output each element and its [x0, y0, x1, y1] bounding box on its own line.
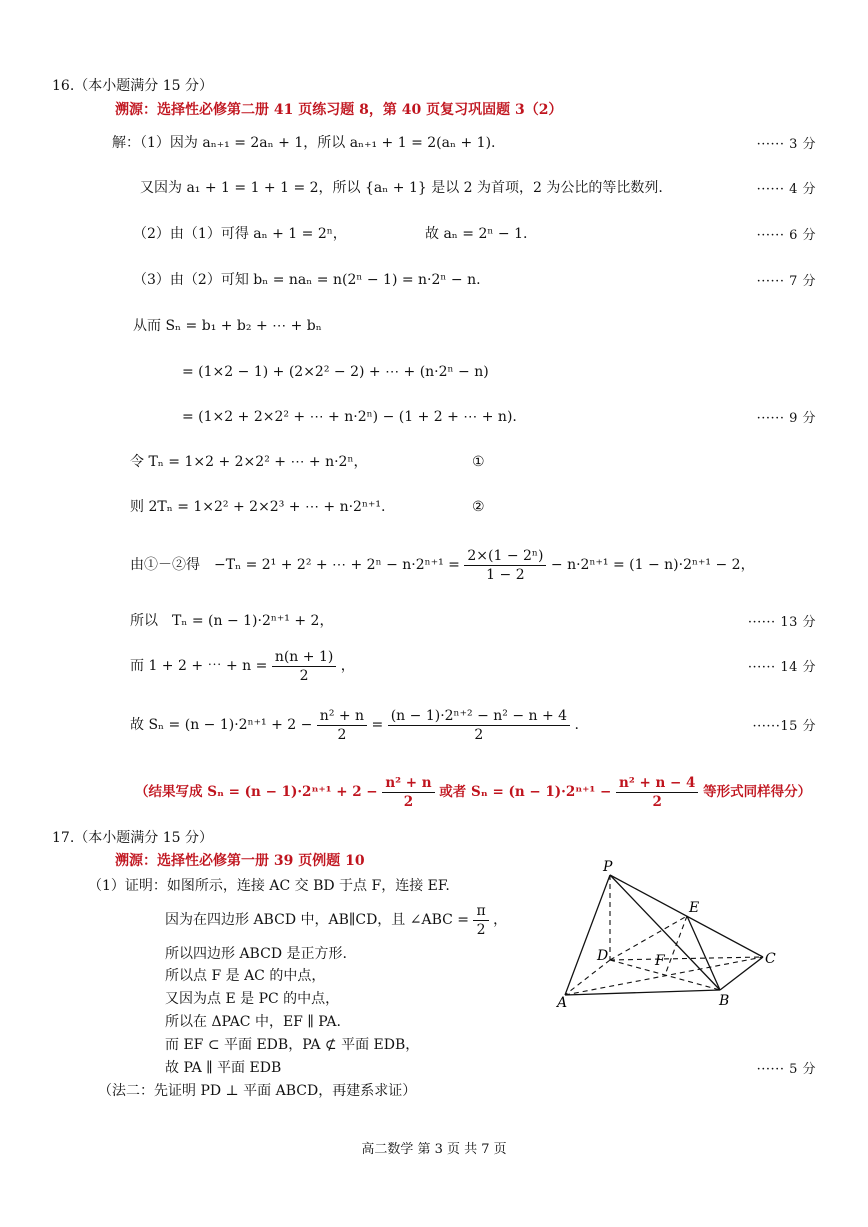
q16-line-3b: 故 aₙ = 2ⁿ − 1. — [425, 226, 528, 242]
q17-line-7: 而 EF ⊂ 平面 EDB，PA ⊄ 平面 EDB， — [165, 1037, 420, 1053]
q16-line-10a: 由①－②得 −Tₙ = 2¹ + 2² + ⋯ + 2ⁿ − n·2ⁿ⁺¹ = — [130, 557, 460, 573]
edge-DC — [610, 957, 763, 960]
q17-line-8: 故 PA ∥ 平面 EDB — [165, 1060, 282, 1076]
q16-line-12b: ， — [340, 658, 355, 674]
label-B: B — [719, 993, 730, 1009]
fraction — [272, 648, 337, 685]
edge-AB — [565, 990, 720, 995]
q16-line-8: 令 Tₙ = 1×2 + 2×2² + ⋯ + n·2ⁿ， — [130, 454, 368, 470]
fraction — [464, 547, 546, 584]
edge-EF — [665, 916, 687, 975]
denominator: 2 — [337, 726, 347, 743]
edge-EB — [687, 916, 720, 990]
q17-line-9: （法二：先证明 PD ⊥ 平面 ABCD，再建系求证） — [98, 1083, 417, 1099]
q16-line-13a: 故 Sₙ = (n − 1)·2ⁿ⁺¹ + 2 − — [130, 717, 313, 733]
fraction — [616, 774, 698, 811]
score-7: ······ 7 分 — [756, 274, 816, 289]
fraction — [473, 902, 488, 939]
numerator: n(n + 1) — [272, 648, 337, 667]
numerator: n² + n — [317, 707, 367, 726]
q17-line-6: 所以在 ΔPAC 中，EF ∥ PA. — [165, 1014, 341, 1030]
label-C: C — [765, 951, 776, 967]
q17-line-2b: ， — [493, 912, 508, 928]
q16-line-6: = (1×2 − 1) + (2×2² − 2) + ⋯ + (n·2ⁿ − n) — [182, 364, 489, 380]
numerator: π — [473, 902, 488, 921]
q16-line-10b: − n·2ⁿ⁺¹ = (1 − n)·2ⁿ⁺¹ − 2， — [550, 557, 755, 573]
label-F: F — [655, 953, 665, 969]
q16-line-10 — [130, 545, 755, 585]
score-4: ······ 4 分 — [756, 182, 816, 197]
score-14: ······ 14 分 — [747, 660, 816, 675]
score-3: ······ 3 分 — [756, 137, 816, 152]
score-5: ······ 5 分 — [756, 1062, 816, 1077]
numerator: n² + n — [382, 774, 434, 793]
q16-line-13 — [130, 705, 579, 745]
q16-line-1: 解：（1）因为 aₙ₊₁ = 2aₙ + 1，所以 aₙ₊₁ + 1 = 2(aₙ + 1). — [112, 135, 496, 151]
score-9: ······ 9 分 — [756, 411, 816, 426]
numerator: 2×(1 − 2ⁿ) — [464, 547, 546, 566]
circled-1: ① — [472, 454, 485, 470]
label-D: D — [597, 948, 609, 964]
q16-line-3a: （2）由（1）可得 aₙ + 1 = 2ⁿ， — [133, 226, 347, 242]
circled-2: ② — [472, 499, 485, 515]
q17-line-2a: 因为在四边形 ABCD 中，AB∥CD，且 ∠ABC = — [165, 912, 470, 928]
q17-line-5: 又因为点 E 是 PC 的中点， — [165, 991, 340, 1007]
equals-sign: = — [371, 717, 384, 733]
q16-source: 溯源：选择性必修第二册 41 页练习题 8，第 40 页复习巩固题 3（2） — [115, 102, 563, 118]
q16-header: 16.（本小题满分 15 分） — [52, 78, 213, 94]
q17-source: 溯源：选择性必修第一册 39 页例题 10 — [115, 853, 365, 869]
q17-line-1: （1）证明：如图所示，连接 AC 交 BD 于点 F，连接 EF. — [88, 878, 450, 894]
denominator: 2 — [474, 726, 484, 743]
note-b: 或者 Sₙ = (n − 1)·2ⁿ⁺¹ − — [439, 784, 612, 800]
edge-DB — [610, 960, 720, 990]
note-a: （结果写成 Sₙ = (n − 1)·2ⁿ⁺¹ + 2 − — [135, 784, 378, 800]
denominator: 1 − 2 — [486, 566, 525, 583]
q16-note — [135, 772, 811, 812]
score-15: ······15 分 — [752, 719, 816, 734]
q16-line-4: （3）由（2）可知 bₙ = naₙ = n(2ⁿ − 1) = n·2ⁿ − n. — [133, 272, 481, 288]
numerator: n² + n − 4 — [616, 774, 698, 793]
q17-line-4: 所以点 F 是 AC 的中点， — [165, 968, 326, 984]
q17-header: 17.（本小题满分 15 分） — [52, 830, 213, 846]
page-footer: 高二数学 第 3 页 共 7 页 — [361, 1142, 507, 1157]
q16-line-12a: 而 1 + 2 + ⋯ + n = — [130, 658, 268, 674]
score-6: ······ 6 分 — [756, 228, 816, 243]
q16-line-7: = (1×2 + 2×2² + ⋯ + n·2ⁿ) − (1 + 2 + ⋯ + n). — [182, 409, 517, 425]
edge-DE — [610, 916, 687, 960]
numerator: (n − 1)·2ⁿ⁺² − n² − n + 4 — [388, 707, 570, 726]
edge-PB — [610, 875, 720, 990]
note-c: 等形式同样得分） — [703, 784, 812, 800]
q16-line-12 — [130, 646, 355, 686]
q16-line-5: 从而 Sₙ = b₁ + b₂ + ⋯ + bₙ — [133, 318, 322, 334]
score-13: ······ 13 分 — [747, 615, 816, 630]
q16-line-9: 则 2Tₙ = 1×2² + 2×2³ + ⋯ + n·2ⁿ⁺¹. — [130, 499, 386, 515]
q17-line-3: 所以四边形 ABCD 是正方形. — [165, 946, 347, 962]
denominator: 2 — [476, 921, 486, 938]
edge-BC — [720, 957, 763, 990]
fraction — [388, 707, 570, 744]
denominator: 2 — [652, 794, 662, 810]
label-E: E — [689, 900, 700, 916]
label-A: A — [557, 995, 568, 1011]
denominator: 2 — [403, 794, 414, 810]
q17-line-2 — [165, 900, 507, 940]
fraction — [317, 707, 367, 744]
pyramid-figure — [545, 855, 795, 1015]
denominator: 2 — [299, 667, 309, 684]
period: . — [574, 717, 579, 733]
fraction — [382, 774, 434, 811]
q16-line-2: 又因为 a₁ + 1 = 1 + 1 = 2，所以 {aₙ + 1} 是以 2 为首项，2 为公比的等比数列. — [140, 180, 663, 196]
label-P: P — [603, 859, 613, 875]
q16-line-11: 所以 Tₙ = (n − 1)·2ⁿ⁺¹ + 2， — [130, 613, 334, 629]
